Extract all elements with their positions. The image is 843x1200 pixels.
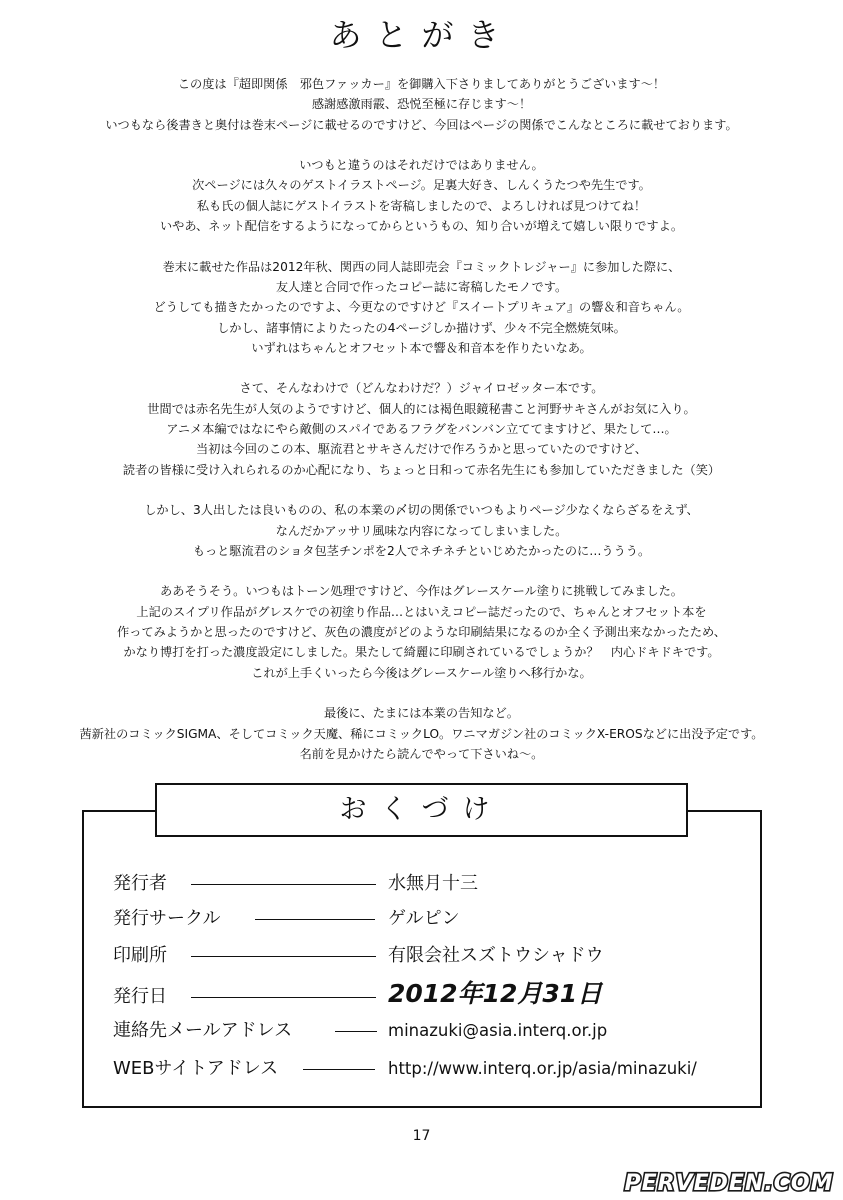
colophon-label: 発行サークル	[113, 908, 221, 929]
afterword-line: 私も氏の個人誌にゲストイラストを寄稿しましたので、よろしければ見つけてね！	[196, 198, 647, 213]
colophon-value: http://www.interq.or.jp/asia/minazuki/	[388, 1059, 697, 1078]
watermark-logo	[621, 1166, 837, 1196]
afterword-line: 最後に、たまには本業の告知など。	[324, 706, 519, 721]
colophon-row-printer	[113, 940, 753, 972]
colophon-value: 2012年12月31日	[388, 979, 603, 1008]
afterword-line: 作ってみようかと思ったのですけど、灰色の濃度がどのような印刷結果になるのか全く予測出来なかったため、	[117, 625, 726, 640]
colophon-value: minazuki@asia.interq.or.jp	[388, 1021, 608, 1040]
afterword-line: 名前を見かけたら読んでやって下さいね～。	[299, 746, 544, 761]
afterword-line: かなり博打を打った濃度設定にしました。果たして綺麗に印刷されているでしょうか？ 内心ドキドキです。	[123, 645, 720, 660]
afterword-line: この度は『超即関係 邪色ファッカー』を御購入下さりましてありがとうございます～！	[177, 77, 666, 91]
afterword-line: しかし、3人出したは良いものの、私の本業の〆切の関係でいつもよりページ少なくならざるをえず、	[144, 503, 699, 518]
afterword-paragraph	[20, 155, 823, 236]
colophon-row-date	[113, 981, 753, 1013]
page-number: 17	[412, 1128, 431, 1144]
afterword-line: ああそうそう。いつもはトーン処理ですけど、今作はグレースケール塗りに挑戦してみました。	[160, 584, 683, 599]
afterword-line: 次ページには久々のゲストイラストページ。足裏大好き、しんくうたつや先生です。	[192, 178, 651, 193]
colophon-value: ゲルピン	[388, 908, 460, 929]
afterword-paragraph	[20, 257, 823, 358]
afterword-line: なんだかアッサリ風味な内容になってしまいました。	[275, 523, 568, 538]
afterword-title: あとがき	[329, 16, 514, 54]
afterword-line: 感謝感激雨霰、恐悦至極に存じます～！	[311, 97, 532, 112]
afterword-line: もっと駆流君のショタ包茎チンポを2人でネチネチといじめたかったのに…ううう。	[192, 543, 651, 558]
afterword-line: いやあ、ネット配信をするようになってからというもの、知り合いが増えて嬉しい限りですよ。	[159, 219, 684, 234]
afterword-line: さて、そんなわけで（どんなわけだ？）ジャイロゼッター本です。	[239, 381, 604, 396]
colophon-row-circle	[113, 903, 753, 935]
colophon-label: 発行者	[113, 873, 167, 894]
colophon-label: 連絡先メールアドレス	[113, 1020, 293, 1041]
afterword-line: 茜新社のコミックSIGMA、そしてコミック天魔、稀にコミックLO。ワニマガジン社のコミックX-EROSなどに出没予定です。	[79, 726, 764, 741]
colophon-value: 水無月十三	[388, 873, 478, 894]
afterword-line: 読者の皆様に受け入れられるのか心配になり、ちょっと日和って赤名先生にも参加していただきました（笑）	[122, 462, 721, 477]
afterword-line: いつもと違うのはそれだけではありません。	[299, 158, 544, 173]
afterword-paragraph	[20, 378, 823, 479]
afterword-line: アニメ本編ではなにやら敵側のスパイであるフラグをバンバン立ててますけど、果たして…。	[166, 422, 677, 437]
colophon-leader-line	[191, 997, 376, 998]
colophon-value: 有限会社スズトウシャドウ	[388, 945, 604, 966]
colophon-label: 印刷所	[113, 945, 167, 966]
colophon-title: おくづけ	[155, 783, 688, 837]
afterword-line: 友人達と合同で作ったコピー誌に寄稿したモノです。	[275, 279, 568, 294]
colophon-leader-line	[335, 1031, 377, 1032]
colophon-leader-line	[303, 1069, 375, 1070]
colophon-leader-line	[191, 956, 376, 957]
afterword-line: これが上手くいったら今後はグレースケール塗りへ移行かな。	[251, 665, 592, 680]
afterword-line: いずれはちゃんとオフセット本で響＆和音本を作りたいなあ。	[251, 340, 592, 355]
watermark-text: PERVEDEN.COM	[624, 1171, 834, 1196]
afterword-line: 上記のスイプリ作品がグレスケでの初塗り作品…とはいえコピー誌だったので、ちゃんとオフセット本を	[136, 604, 707, 619]
afterword-paragraph	[20, 500, 823, 561]
afterword-body	[20, 74, 823, 784]
colophon-leader-line	[191, 884, 376, 885]
afterword-line: 世間では赤名先生が人気のようですけど、個人的には褐色眼鏡秘書こと河野サキさんがお気に入り。	[147, 401, 696, 416]
afterword-paragraph	[20, 74, 823, 135]
afterword-line: どうしても描きたかったのですよ、今更なのですけど『スイートプリキュア』の響＆和音ちゃん。	[153, 300, 690, 315]
afterword-line: 巻末に載せた作品は2012年秋、関西の同人誌即売会『コミックトレジャー』に参加した際に、	[162, 259, 681, 274]
colophon-leader-line	[255, 919, 375, 920]
colophon-label: 発行日	[113, 986, 167, 1007]
afterword-line: いつもなら後書きと奥付は巻末ページに載せるのですけど、今回はページの関係でこんなところに載せております。	[105, 117, 738, 132]
afterword-paragraph	[20, 703, 823, 764]
colophon-row-publisher	[113, 868, 753, 900]
afterword-line: 当初は今回のこの本、駆流君とサキさんだけで作ろうかと思っていたのですけど、	[196, 442, 647, 457]
colophon-label: WEBサイトアドレス	[113, 1058, 279, 1079]
colophon-row-email	[113, 1015, 753, 1047]
colophon-row-website	[113, 1053, 753, 1085]
afterword-paragraph	[20, 581, 823, 682]
afterword-line: しかし、諸事情によりたったの4ページしか描けず、少々不完全燃焼気味。	[217, 320, 626, 335]
